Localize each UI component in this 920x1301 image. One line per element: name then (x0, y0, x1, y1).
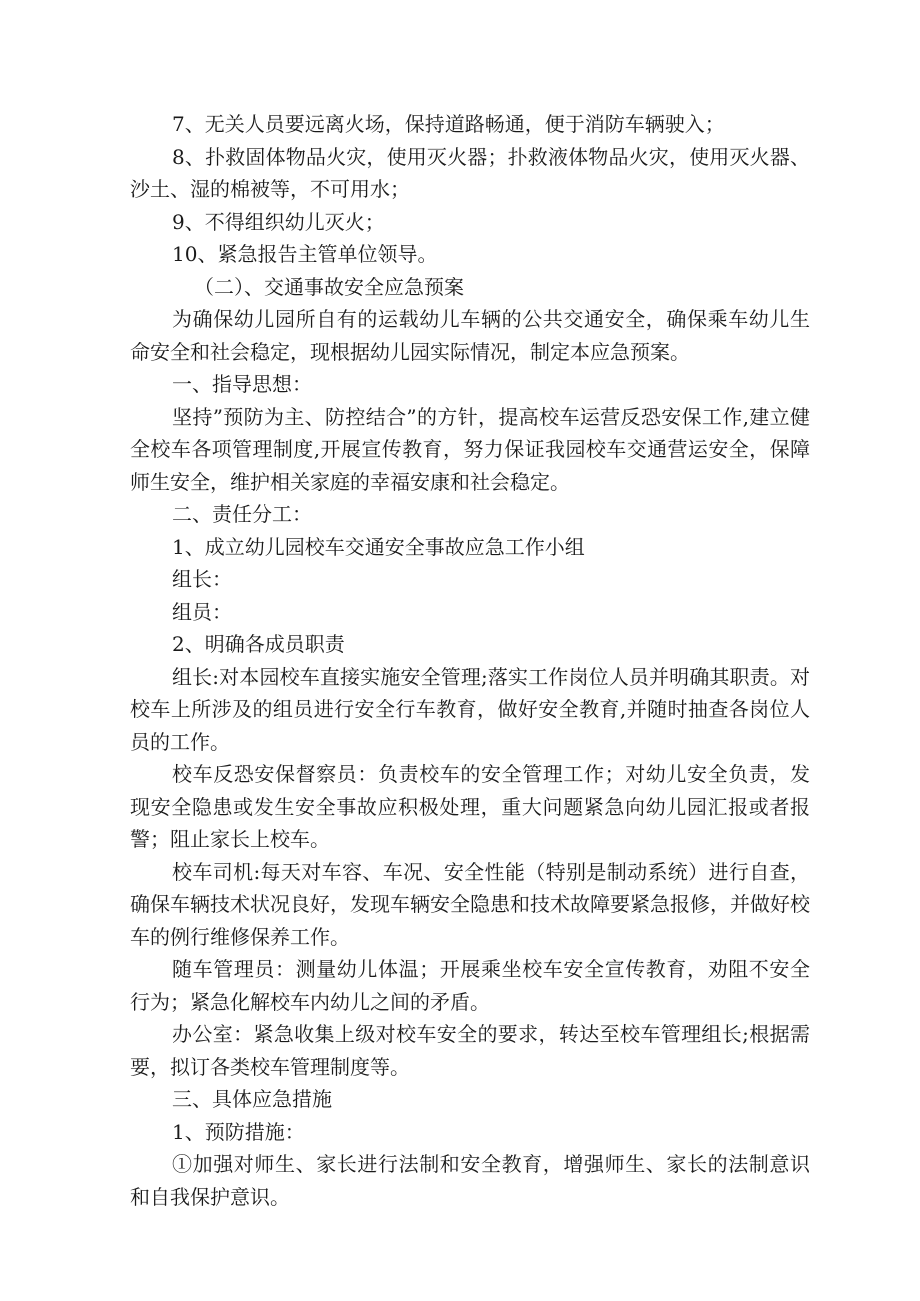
document-body (130, 108, 810, 1213)
paragraph-guiding-ideology: 坚持”预防为主、防控结合”的方针，提高校车运营反恐安保工作,建立健全校车各项管理制度,开展宣传教育，努力保证我园校车交通营运安全，保障师生安全，维护相关家庭的幸福安康和社会稳定。 (130, 404, 810, 494)
paragraph-bus-driver: 校车司机:每天对车容、车况、安全性能（特别是制动系统）进行自查，确保车辆技术状况良好，发现车辆安全隐患和技术故障要紧急报修，并做好校车的例行维修保养工作。 (130, 859, 810, 949)
section-heading-traffic-plan: （二）、交通事故安全应急预案 (194, 274, 464, 299)
paragraph-fire-item-10: 10、紧急报告主管单位领导。 (172, 242, 438, 266)
paragraph-group-members: 组员： (172, 599, 232, 624)
paragraph-fire-item-9: 9、不得组织幼儿灭火； (172, 209, 385, 234)
paragraph-leader-duties: 组长:对本园校车直接实施安全管理;落实工作岗位人员并明确其职责。对校车上所涉及的组员进行安全行车教育，做好安全教育,并随时抽查各岗位人员的工作。 (130, 664, 810, 754)
paragraph-member-duties: 2、明确各成员职责 (172, 632, 345, 656)
heading-guiding-ideology: 一、指导思想： (172, 372, 312, 396)
paragraph-prevention-item-1: ①加强对师生、家长进行法制和安全教育，增强师生、家长的法制意识和自我保护意识。 (130, 1152, 810, 1209)
paragraph-fire-item-7: 7、无关人员要远离火场，保持道路畅通，便于消防车辆驶入； (172, 112, 725, 136)
paragraph-traffic-intro: 为确保幼儿园所自有的运载幼儿车辆的公共交通安全，确保乘车幼儿生命安全和社会稳定，现根据幼儿园实际情况，制定本应急预案。 (130, 307, 810, 364)
paragraph-security-inspector: 校车反恐安保督察员：负责校车的安全管理工作；对幼儿安全负责，发现安全隐患或发生安全事故应积极处理，重大问题紧急向幼儿园汇报或者报警；阻止家长上校车。 (130, 762, 810, 851)
paragraph-prevention: 1、预防措施： (172, 1119, 305, 1144)
paragraph-fire-item-8: 8、扑救固体物品火灾，使用灭火器；扑救液体物品火灾，使用灭火器、沙土、湿的棉被等，不可用水； (130, 144, 810, 201)
paragraph-bus-attendant: 随车管理员：测量幼儿体温；开展乘坐校车安全宣传教育，劝阻不安全行为；紧急化解校车内幼儿之间的矛盾。 (130, 957, 810, 1014)
paragraph-office: 办公室：紧急收集上级对校车安全的要求，转达至校车管理组长;根据需要，拟订各类校车管理制度等。 (130, 1022, 810, 1079)
paragraph-working-group: 1、成立幼儿园校车交通安全事故应急工作小组 (172, 534, 585, 559)
heading-emergency-measures: 三、具体应急措施 (172, 1087, 332, 1111)
paragraph-group-leader: 组长： (172, 567, 232, 591)
heading-responsibility: 二、责任分工： (172, 502, 312, 526)
